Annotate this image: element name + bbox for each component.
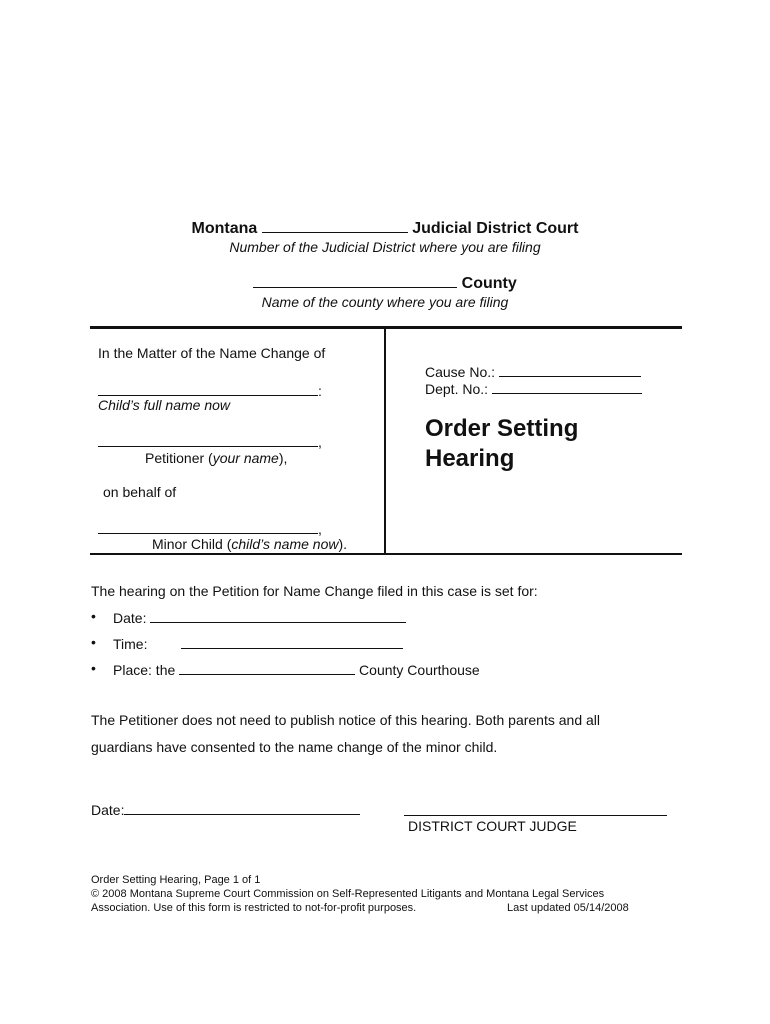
document-title: Order Setting Hearing: [425, 415, 579, 472]
caption-top-rule: [90, 326, 682, 329]
bullet: •: [91, 660, 96, 676]
district-hint: Number of the Judicial District where you are filing: [229, 239, 541, 255]
child-name-field[interactable]: [98, 381, 318, 396]
footer-page: Order Setting Hearing, Page 1 of 1: [91, 874, 261, 886]
dept-number-line: [425, 379, 642, 397]
dept-number-field[interactable]: [492, 379, 642, 394]
child-name-label: Child’s full name now: [98, 397, 231, 413]
hearing-time-field[interactable]: [181, 634, 403, 649]
caption-divider: [384, 329, 386, 554]
petitioner-name-field[interactable]: [98, 432, 318, 447]
hearing-place-label: Place: the: [113, 662, 176, 678]
county-hint: Name of the county where you are filing: [261, 294, 509, 310]
hearing-place-line: [113, 660, 480, 678]
county-label: County: [461, 275, 517, 292]
district-number-field[interactable]: [262, 218, 408, 233]
signature-date-line: [91, 800, 360, 818]
cause-number-field[interactable]: [499, 362, 641, 377]
dept-label: Dept. No.:: [425, 381, 489, 397]
bullet: •: [91, 608, 96, 624]
minor-label: Minor Child (child’s name now).: [152, 536, 348, 552]
footer-updated: Last updated 05/14/2008: [507, 902, 629, 914]
minor-name-field[interactable]: [98, 519, 318, 534]
court-name: Judicial District Court: [412, 220, 579, 237]
signature-date-field[interactable]: [124, 800, 360, 815]
caption-bottom-rule: [90, 553, 682, 555]
hearing-intro: The hearing on the Petition for Name Change filed in this case is set for:: [91, 583, 538, 599]
comma: ,: [318, 434, 322, 450]
matter-label: In the Matter of the Name Change of: [98, 345, 326, 361]
judge-signature-line[interactable]: [404, 815, 667, 816]
petitioner-label: Petitioner (your name),: [145, 450, 288, 466]
hearing-date-label: Date:: [113, 610, 147, 626]
notice-line-2: guardians have consented to the name change of the minor child.: [91, 739, 498, 755]
cause-number-line: [425, 362, 641, 380]
hearing-time-label: Time:: [113, 636, 148, 652]
behalf-label: on behalf of: [103, 484, 177, 500]
notice-line-1: The Petitioner does not need to publish notice of this hearing. Both parents and all: [91, 712, 601, 728]
footer-restriction: Association. Use of this form is restricted to not-for-profit purposes.: [91, 902, 417, 914]
state-name: Montana: [191, 220, 258, 237]
judge-label: DISTRICT COURT JUDGE: [408, 818, 577, 834]
courthouse-label: County Courthouse: [359, 662, 480, 678]
court-heading: [0, 218, 770, 238]
hearing-date-line: [113, 608, 406, 626]
minor-name-line: [98, 519, 322, 537]
petitioner-name-line: [98, 432, 322, 450]
hearing-county-field[interactable]: [179, 660, 355, 675]
bullet: •: [91, 634, 96, 650]
signature-date-label: Date:: [91, 802, 125, 818]
comma: ,: [318, 521, 322, 537]
colon: :: [318, 383, 322, 399]
hearing-time-line: [113, 634, 403, 652]
county-heading: [0, 273, 770, 293]
county-name-field[interactable]: [253, 273, 457, 288]
hearing-date-field[interactable]: [150, 608, 406, 623]
cause-label: Cause No.:: [425, 364, 496, 380]
footer-copyright: © 2008 Montana Supreme Court Commission on Self-Represented Litigants and Montana Legal Services: [91, 888, 605, 900]
